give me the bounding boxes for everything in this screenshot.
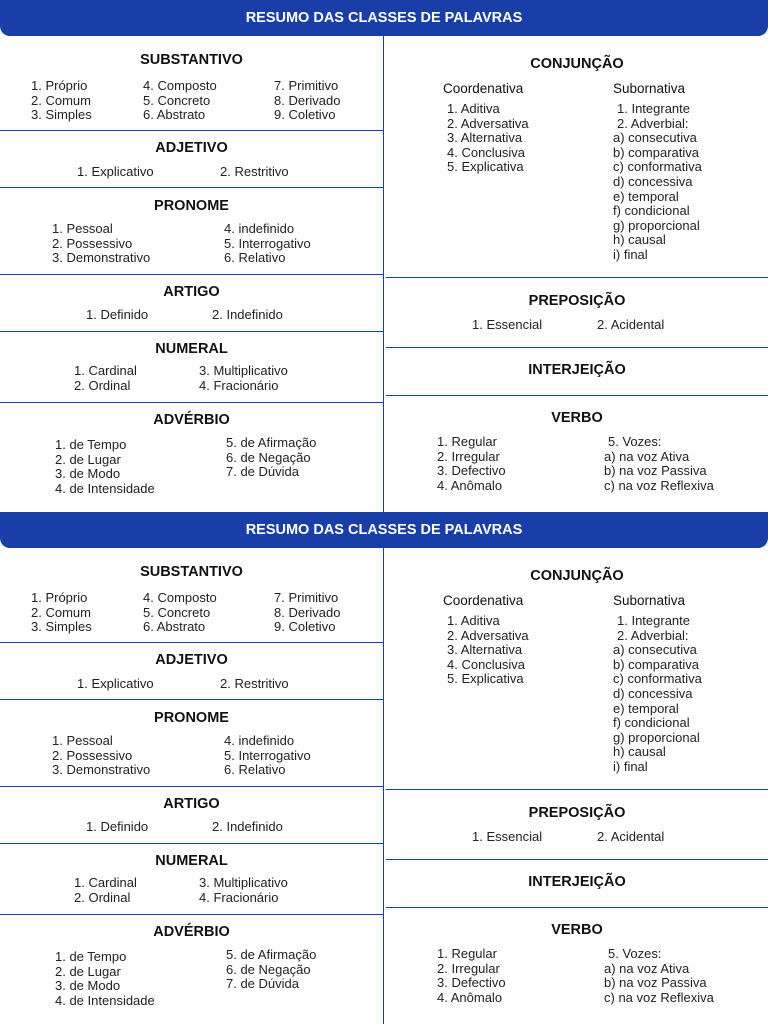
substantivo-col-2 [143,79,217,123]
list-item: 1. Explicativo [77,676,154,691]
list-item: a) consecutiva [613,642,697,658]
list-item: 5. Explicativa [447,671,524,687]
adverbio-col-2 [226,948,316,992]
coordenativa-list [447,102,529,175]
left-column [0,36,384,512]
list-item: 8. Derivado [274,92,341,108]
adjetivo-col-2 [220,677,289,692]
list-item: c) conformativa [613,671,702,687]
list-item: 3. Simples [31,107,92,123]
list-item: g) proporcional [613,729,700,745]
list-item: f) condicional [613,203,690,219]
adverbio-section [0,915,383,1024]
list-item: 1. Explicativo [77,164,154,179]
list-item: 3. Alternativa [447,130,523,146]
list-item: 3. Multiplicativo [199,363,288,378]
artigo-section [0,275,383,332]
list-item: 4. Fracionário [199,889,279,905]
substantivo-col-1 [31,591,92,635]
pronome-col-2 [224,222,311,266]
numeral-title: NUMERAL [155,853,228,869]
list-item: 2. Adverbial: [617,115,689,131]
substantivo-col-1 [31,79,92,123]
list-item: 3. Multiplicativo [199,875,288,890]
numeral-col-2 [199,876,288,905]
artigo-col-1 [86,820,148,835]
artigo-title: ARTIGO [163,796,220,812]
adverbio-section [0,403,383,512]
list-item: 4. Anômalo [437,989,503,1005]
artigo-col-2 [212,820,283,835]
list-item: 4. Composto [143,78,217,93]
artigo-col-1 [86,308,148,323]
list-item: 1. Cardinal [74,363,137,378]
list-item: 2. Acidental [597,317,665,332]
list-item: 6. Abstrato [143,107,206,123]
list-item: 2. Comum [31,92,91,108]
list-item: 5. Vozes: [608,946,662,961]
preposicao-col-1 [472,318,542,333]
list-item: 3. de Modo [55,978,121,994]
list-item: 1. Definido [86,307,149,322]
subornativa-title: Subornativa [613,81,686,96]
subornativa-title: Subornativa [613,593,686,608]
substantivo-section [0,36,383,131]
coordenativa-list [447,614,529,687]
list-item: 3. Demonstrativo [52,762,151,778]
list-item: i) final [613,758,648,774]
interjeicao-section [386,348,768,396]
verbo-title: VERBO [551,922,603,938]
list-item: 7. Primitivo [274,590,339,605]
list-item: 2. de Lugar [55,451,121,467]
list-item: 1. Aditiva [447,613,500,628]
numeral-col-1 [74,876,137,905]
list-item: e) temporal [613,700,679,716]
sheet-header: RESUMO DAS CLASSES DE PALAVRAS [0,512,768,548]
list-item: b) na voz Passiva [604,463,707,479]
adverbio-col-1 [55,950,155,1008]
list-item: 7. de Dúvida [226,976,299,992]
adjetivo-title: ADJETIVO [155,140,228,156]
adjetivo-title: ADJETIVO [155,652,228,668]
list-item: h) causal [613,232,666,248]
list-item: g) proporcional [613,217,700,233]
verbo-col-2 [604,947,714,1005]
list-item: 1. Pessoal [52,221,113,236]
list-item: 6. de Negação [226,961,311,977]
list-item: 4. Conclusiva [447,144,526,160]
substantivo-col-2 [143,591,217,635]
substantivo-col-3 [274,591,340,635]
left-column [0,548,384,1024]
list-item: 2. Possessivo [52,747,133,763]
list-item: 2. Restritivo [220,676,289,691]
verbo-section [386,908,768,1024]
interjeicao-title: INTERJEIÇÃO [528,362,626,378]
pronome-col-2 [224,734,311,778]
preposicao-section [386,790,768,860]
numeral-section [0,844,383,915]
list-item: 5. Explicativa [447,159,524,175]
conjuncao-title: CONJUNÇÃO [530,568,624,584]
list-item: 7. de Dúvida [226,464,299,480]
list-item: 3. Defectivo [437,975,506,991]
list-item: c) conformativa [613,159,702,175]
list-item: 2. Indefinido [212,819,283,834]
list-item: 5. de Afirmação [226,947,317,962]
adverbio-col-2 [226,436,316,480]
artigo-col-2 [212,308,283,323]
list-item: 4. Conclusiva [447,656,526,672]
adverbio-col-1 [55,438,155,496]
list-item: 2. Ordinal [74,377,131,393]
list-item: 5. Interrogativo [224,747,311,763]
pronome-col-1 [52,734,150,778]
coordenativa-title: Coordenativa [443,81,524,96]
interjeicao-section [386,860,768,908]
numeral-title: NUMERAL [155,341,228,357]
list-item: c) na voz Reflexiva [604,989,714,1005]
substantivo-title: SUBSTANTIVO [140,52,243,68]
right-column [386,36,768,512]
list-item: 6. Abstrato [143,619,206,635]
list-item: b) comparativa [613,656,699,672]
list-item: 2. Irregular [437,960,500,976]
verbo-title: VERBO [551,410,603,426]
list-item: 4. Composto [143,590,217,605]
preposicao-title: PREPOSIÇÃO [528,805,626,821]
substantivo-title: SUBSTANTIVO [140,564,243,580]
conjuncao-section [386,36,768,278]
list-item: 2. Adverbial: [617,627,689,643]
list-item: 4. Anômalo [437,477,503,493]
list-item: 9. Coletivo [274,107,336,123]
list-item: a) na voz Ativa [604,960,690,976]
pronome-title: PRONOME [154,198,229,214]
list-item: 3. Demonstrativo [52,250,151,266]
list-item: f) condicional [613,715,690,731]
adjetivo-col-2 [220,165,289,180]
adjetivo-section [0,643,383,700]
list-item: 1. de Tempo [55,437,127,452]
preposicao-title: PREPOSIÇÃO [528,293,626,309]
list-item: 3. Simples [31,619,92,635]
list-item: 1. Pessoal [52,733,113,748]
list-item: 6. de Negação [226,449,311,465]
list-item: 4. de Intensidade [55,480,155,496]
list-item: 2. Indefinido [212,307,283,322]
list-item: 1. Integrante [617,613,690,628]
verbo-col-1 [437,435,506,493]
summary-sheet-bottom [0,512,768,1024]
list-item: 5. de Afirmação [226,435,317,450]
list-item: 4. Fracionário [199,377,279,393]
list-item: 1. Integrante [617,101,690,116]
list-item: a) consecutiva [613,130,697,146]
list-item: 1. Próprio [31,590,88,605]
list-item: 3. Alternativa [447,642,523,658]
right-column [386,548,768,1024]
list-item: 1. Essencial [472,317,543,332]
list-item: 4. de Intensidade [55,992,155,1008]
list-item: 5. Interrogativo [224,235,311,251]
verbo-col-1 [437,947,506,1005]
list-item: 2. Possessivo [52,235,133,251]
list-item: 4. indefinido [224,733,295,748]
substantivo-col-3 [274,79,340,123]
list-item: h) causal [613,744,666,760]
adverbio-title: ADVÉRBIO [153,924,230,940]
sheet-header: RESUMO DAS CLASSES DE PALAVRAS [0,0,768,36]
list-item: 2. Comum [31,604,91,620]
list-item: b) na voz Passiva [604,975,707,991]
list-item: a) na voz Ativa [604,448,690,464]
list-item: 2. Irregular [437,448,500,464]
pronome-section [0,188,383,275]
numeral-col-1 [74,364,137,393]
list-item: 1. Regular [437,946,497,961]
list-item: 1. Aditiva [447,101,500,116]
list-item: e) temporal [613,188,679,204]
list-item: 2. Ordinal [74,889,131,905]
substantivo-section [0,548,383,643]
list-item: 3. Defectivo [437,463,506,479]
subornativa-list [613,102,702,263]
adjetivo-section [0,131,383,188]
list-item: 1. de Tempo [55,949,127,964]
list-item: 3. de Modo [55,466,121,482]
conjuncao-title: CONJUNÇÃO [530,56,624,72]
pronome-section [0,700,383,787]
adverbio-title: ADVÉRBIO [153,412,230,428]
list-item: 2. Adversativa [447,115,529,131]
list-item: 1. Cardinal [74,875,137,890]
artigo-section [0,787,383,844]
list-item: c) na voz Reflexiva [604,477,714,493]
conjuncao-section [386,548,768,790]
list-item: 8. Derivado [274,604,341,620]
list-item: 5. Concreto [143,604,211,620]
list-item: 5. Vozes: [608,434,662,449]
list-item: 2. de Lugar [55,963,121,979]
numeral-col-2 [199,364,288,393]
list-item: 6. Relativo [224,250,286,266]
preposicao-col-2 [597,830,664,845]
list-item: b) comparativa [613,144,699,160]
interjeicao-title: INTERJEIÇÃO [528,874,626,890]
list-item: 1. Próprio [31,78,88,93]
list-item: d) concessiva [613,173,693,189]
list-item: 1. Essencial [472,829,543,844]
verbo-section [386,396,768,512]
list-item: 4. indefinido [224,221,295,236]
list-item: 7. Primitivo [274,78,339,93]
numeral-section [0,332,383,403]
preposicao-col-1 [472,830,542,845]
adjetivo-col-1 [77,677,154,692]
list-item: 5. Concreto [143,92,211,108]
verbo-col-2 [604,435,714,493]
list-item: i) final [613,246,648,262]
list-item: 2. Restritivo [220,164,289,179]
list-item: 9. Coletivo [274,619,336,635]
list-item: d) concessiva [613,685,693,701]
list-item: 2. Adversativa [447,627,529,643]
list-item: 6. Relativo [224,762,286,778]
adjetivo-col-1 [77,165,154,180]
list-item: 1. Regular [437,434,497,449]
preposicao-col-2 [597,318,664,333]
list-item: 1. Definido [86,819,149,834]
pronome-col-1 [52,222,150,266]
preposicao-section [386,278,768,348]
coordenativa-title: Coordenativa [443,593,524,608]
list-item: 2. Acidental [597,829,665,844]
pronome-title: PRONOME [154,710,229,726]
subornativa-list [613,614,702,775]
artigo-title: ARTIGO [163,284,220,300]
